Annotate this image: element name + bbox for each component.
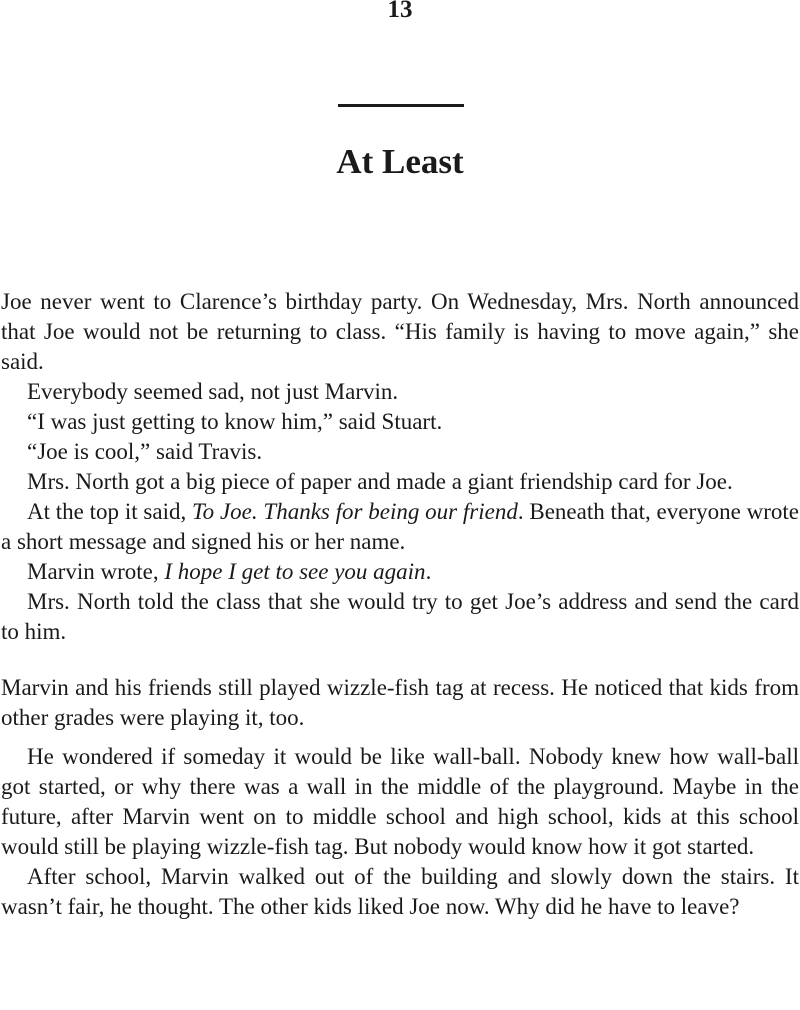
- paragraph-text: Marvin wrote,: [27, 559, 165, 584]
- paragraph-text: At the top it said,: [27, 499, 192, 524]
- paragraph: [1, 557, 799, 587]
- chapter-body: [1, 287, 799, 922]
- paragraph: [1, 497, 799, 557]
- paragraph: After school, Marvin walked out of the building and slowly down the stairs. It wasn’t fair, he thought. The other kids liked Joe now. Why did he have to leave?: [1, 864, 799, 919]
- paragraph: Joe never went to Clarence’s birthday party. On Wednesday, Mrs. North announced that Joe would not be returning to class. “His family is having to move again,” she said.: [1, 289, 799, 374]
- paragraph: Mrs. North told the class that she would try to get Joe’s address and send the card to him.: [1, 589, 799, 644]
- paragraph: “I was just getting to know him,” said Stuart.: [27, 409, 443, 434]
- paragraph-text: .: [425, 559, 432, 584]
- paragraph: He wondered if someday it would be like wall-ball. Nobody knew how wall-ball got started, or why there was a wall in the middle of the playground. Maybe in the future, after Marvin went on to middle school and high school, kids at this school would still be playing wizzle-fish tag. But nobody would know how it got started.: [1, 744, 799, 859]
- paragraph: “Joe is cool,” said Travis.: [27, 439, 263, 464]
- italic-quote: To Joe. Thanks for being our friend: [192, 499, 518, 524]
- paragraph: Mrs. North got a big piece of paper and made a giant friendship card for Joe.: [27, 469, 733, 494]
- chapter-title: At Least: [336, 142, 464, 181]
- chapter-divider-rule: [338, 104, 464, 107]
- paragraph-text: . Beneath that, everyone wrote a short message and signed his or her name.: [1, 499, 799, 554]
- paragraph: Everybody seemed sad, not just Marvin.: [27, 379, 399, 404]
- italic-quote: I hope I get to see you again: [164, 559, 426, 584]
- chapter-number: 13: [387, 0, 413, 23]
- paragraph: Marvin and his friends still played wizzle-fish tag at recess. He noticed that kids from other grades were playing it, too.: [1, 675, 799, 730]
